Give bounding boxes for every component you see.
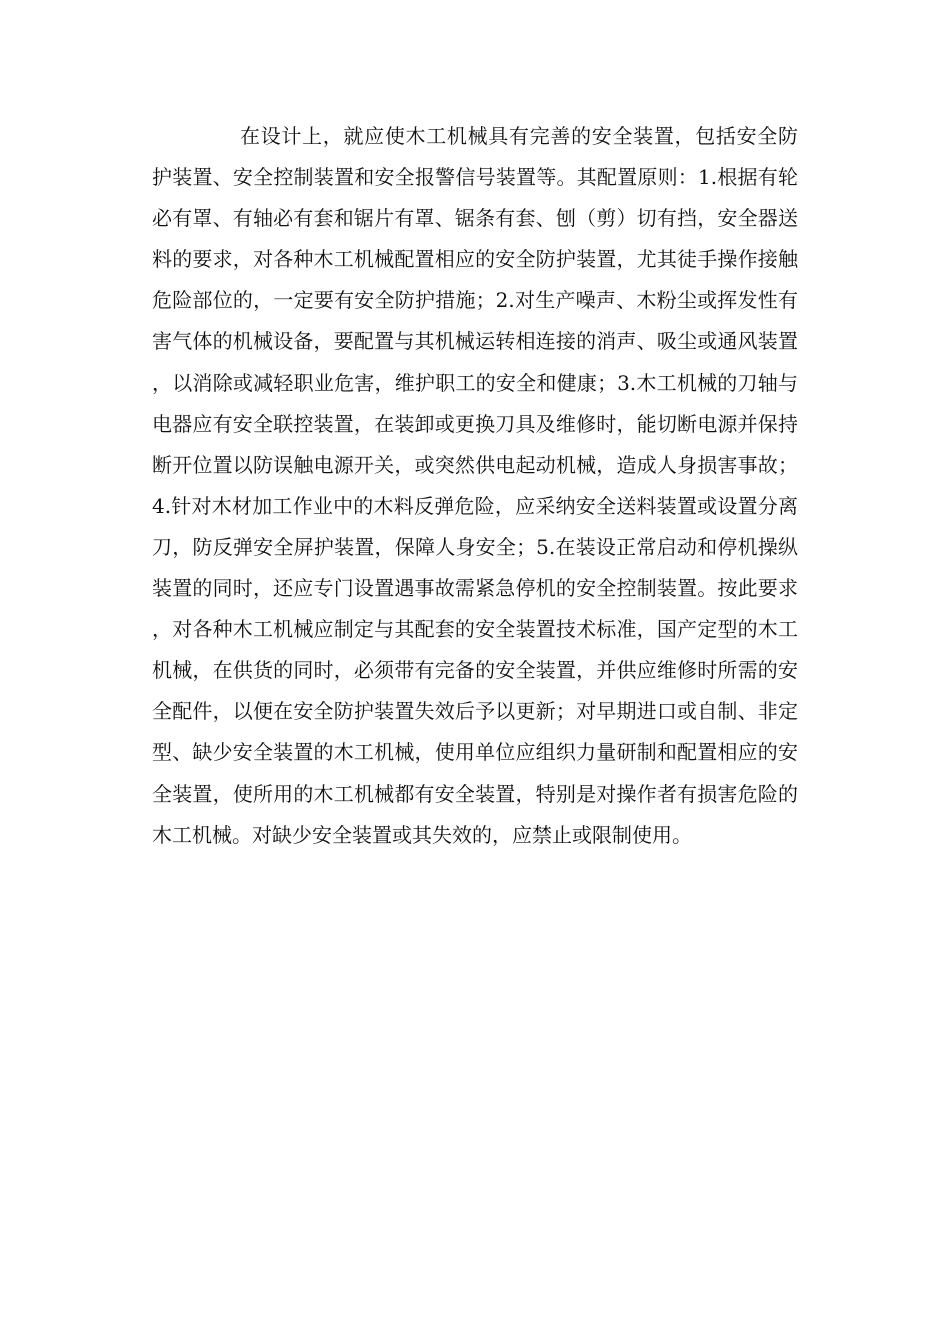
paragraph: 在设计上，就应使木工机械具有完善的安全装置，包括安全防护装置、安全控制装置和安全报警信号装置等。其配置原则：1.根据有轮必有罩、有轴必有套和锯片有罩、锯条有套、刨（剪）切有挡，安全器送料的要求，对各种木工机械配置相应的安全防护装置，尤其徒手操作接触危险部位的，一定要有安全防护措施；2.对生产噪声、木粉尘或挥发性有害气体的机械设备，要配置与其机械运转相连接的消声、吸尘或通风装置，以消除或减轻职业危害，维护职工的安全和健康；3.木工机械的刀轴与电器应有安全联控装置，在装卸或更换刀具及维修时，能切断电源并保持断开位置以防误触电源开关，或突然供电起动机械，造成人身损害事故；4.针对木材加工作业中的木料反弹危险，应采纳安全送料装置或设置分离刀，防反弹安全屏护装置，保障人身安全；5.在装设正常启动和停机操纵装置的同时，还应专门设置遇事故需紧急停机的安全控制装置。按此要求，对各种木工机械应制定与其配套的安全装置技术标准，国产定型的木工机械，在供货的同时，必须带有完备的安全装置，并供应维修时所需的安全配件，以便在安全防护装置失效后予以更新；对早期进口或自制、非定型、缺少安全装置的木工机械，使用单位应组织力量研制和配置相应的安全装置，使所用的木工机械都有安全装置，特别是对操作者有损害危险的木工机械。对缺少安全装置或其失效的，应禁止或限制使用。 xyxy=(152,124,798,847)
body-text xyxy=(152,116,798,856)
